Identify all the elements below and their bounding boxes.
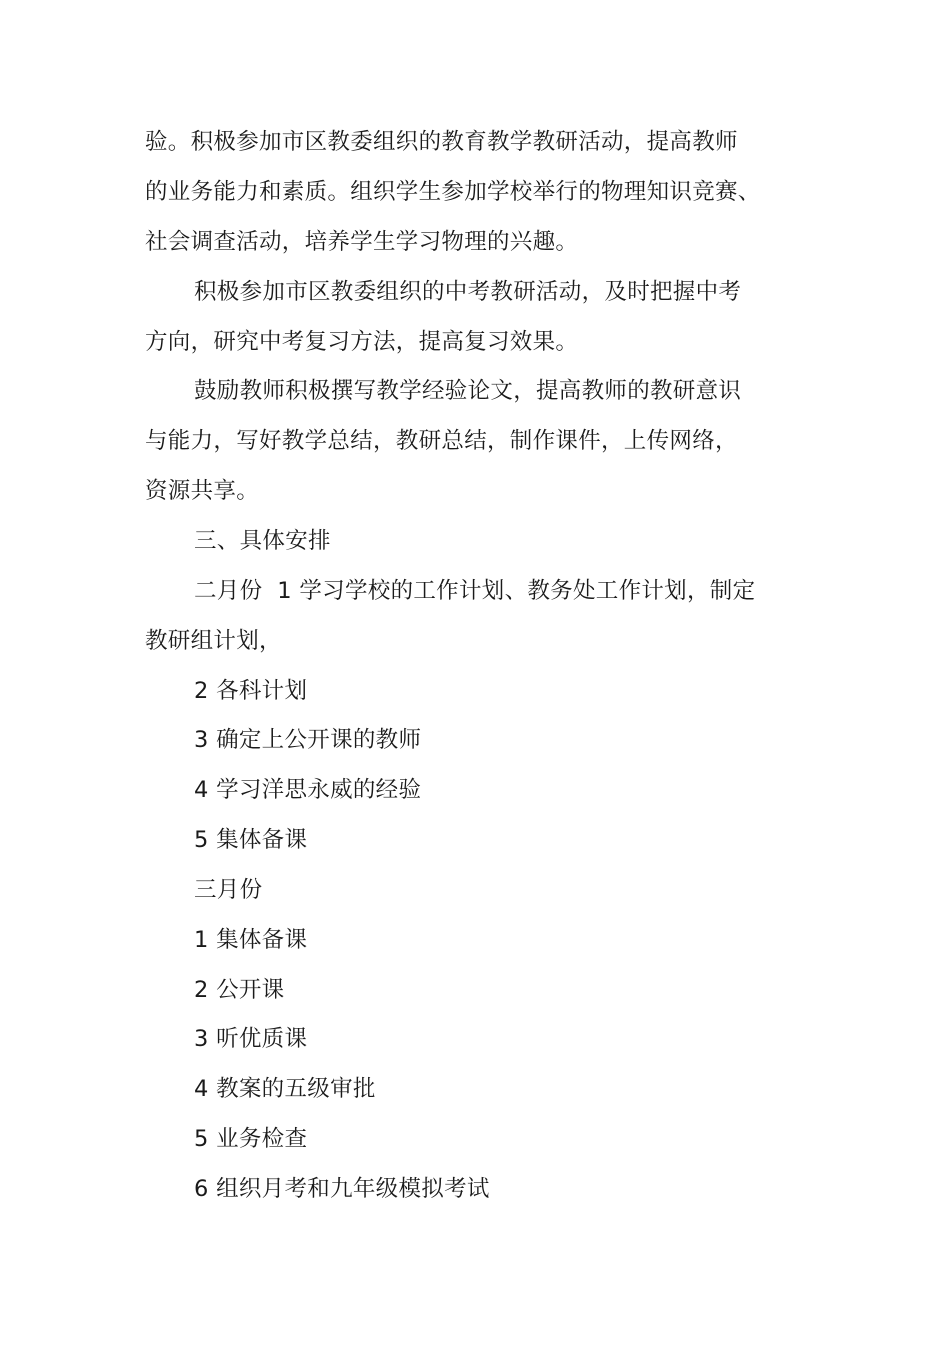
section-heading: 三、具体安排 [194, 528, 331, 554]
list-item: 3 确定上公开课的教师 [194, 727, 422, 753]
list-item: 2 各科计划 [194, 678, 308, 704]
text-line: 的业务能力和素质。组织学生参加学校举行的物理知识竞赛、 [145, 179, 761, 205]
text-line: 社会调查活动，培养学生学习物理的兴趣。 [145, 229, 579, 255]
list-item: 4 学习洋思永威的经验 [194, 777, 422, 803]
text-line: 资源共享。 [145, 478, 260, 504]
text-line: 二月份 1 学习学校的工作计划、教务处工作计划，制定 [194, 578, 756, 604]
text-line: 验。积极参加市区教委组织的教育教学教研活动，提高教师 [145, 129, 738, 155]
list-item: 5 集体备课 [194, 827, 308, 853]
list-item: 6 组织月考和九年级模拟考试 [194, 1176, 490, 1202]
list-item: 3 听优质课 [194, 1026, 308, 1052]
text-line: 积极参加市区教委组织的中考教研活动，及时把握中考 [194, 279, 742, 305]
list-item: 2 公开课 [194, 977, 285, 1003]
month-label: 三月份 [194, 877, 263, 903]
text-line: 与能力，写好教学总结，教研总结，制作课件，上传网络， [145, 428, 738, 454]
list-item: 5 业务检查 [194, 1126, 308, 1152]
list-item: 1 集体备课 [194, 927, 308, 953]
list-item: 4 教案的五级审批 [194, 1076, 376, 1102]
text-line: 鼓励教师积极撰写教学经验论文，提高教师的教研意识 [194, 378, 742, 404]
text-line: 教研组计划， [145, 628, 282, 654]
text-line: 方向，研究中考复习方法，提高复习效果。 [145, 329, 579, 355]
